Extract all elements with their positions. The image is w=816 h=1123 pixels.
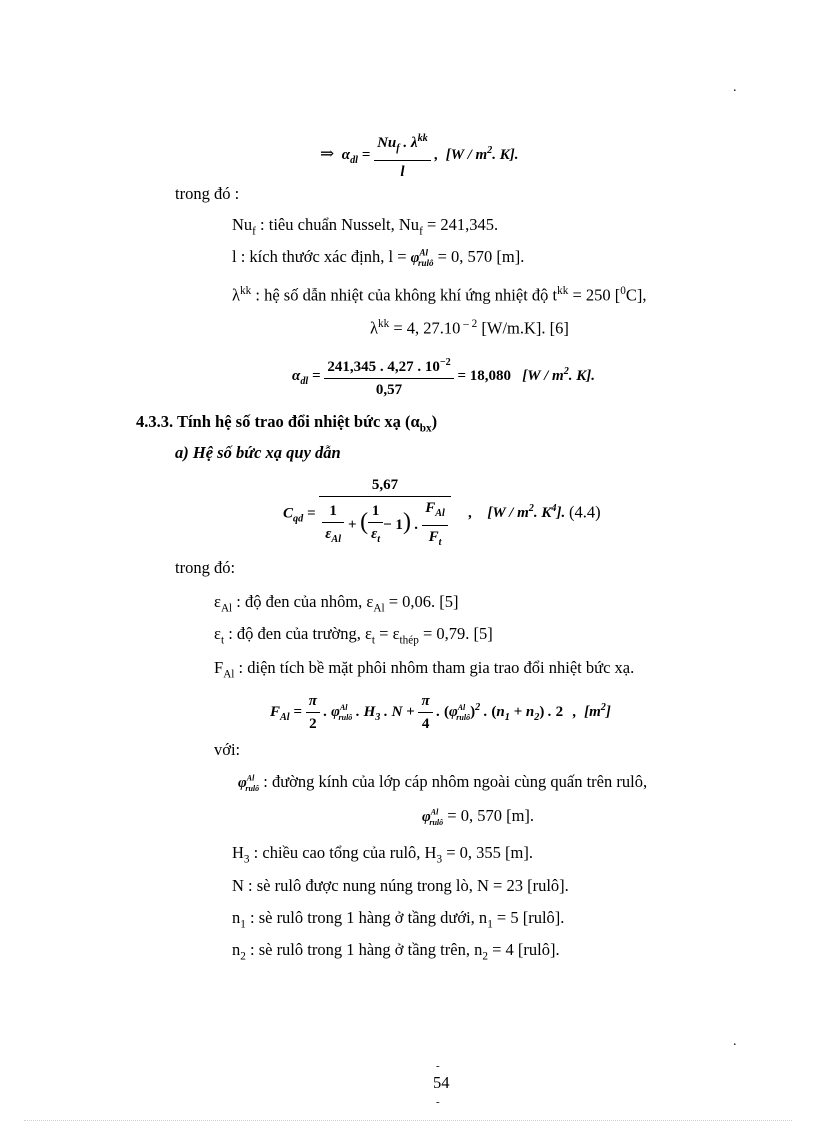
fraction-numerator: [374, 128, 431, 161]
unit: [$W / m^2$. K].: [445, 144, 519, 163]
nu-symbol: Nu: [377, 135, 397, 151]
section-heading: 4.3.3. Tính hệ số trao đổi nhiệt bức xạ $(\alpha_{bx})$: [136, 412, 438, 435]
comma: ,: [434, 146, 439, 163]
fraction-denominator: l: [400, 164, 405, 180]
alpha-subscript: dl: [350, 154, 358, 166]
fraction-numerator: 5,67: [319, 474, 451, 497]
definition-nusselt: $Nu_f$ : tiêu chuẩn Nusselt, $Nu_f = 241,345$.: [232, 215, 499, 238]
unit: $[m^2]$: [584, 701, 611, 720]
footer-dash-bottom: -: [436, 1096, 440, 1108]
equation-cqd: $C_{qd}$ = 5,67 $\frac{1}{\varepsilon_{Al}}$ + ( $\frac{1}{\varepsilon_t}$ − 1) . $\frac{F_{Al}}{F_t}$ , [$W / m^2$. $K^4$]. (4.4): [283, 474, 601, 554]
fraction: [374, 128, 431, 183]
subsection-heading: a) Hệ số bức xạ quy dẫn: [175, 443, 341, 462]
definition-eps-al: $\varepsilon_{Al}$ : độ đen của nhôm, $\varepsilon_{Al} = 0,06$. [5]: [214, 592, 459, 615]
definition-phi: $\varphi^{Al}_{rulô}$ : đường kính của lớp cáp nhôm ngoài cùng quấn trên rulô,: [238, 772, 648, 794]
lambda-value: $\lambda^{kk} = 4$, 27.10 $^{- 2}$ [W/m.K]. [6]: [370, 318, 569, 338]
paragraph-trong-do-2: trong đó:: [175, 558, 236, 577]
corner-mark-bottom: .: [733, 1034, 737, 1049]
unit: [$W / m^2$. $K^4$].: [487, 503, 566, 522]
definition-n: N : sè rulô được nung núng trong lò, N = 23 [rulô].: [232, 876, 569, 895]
page-bottom-rule: [24, 1120, 792, 1121]
fraction-numerator: 241,345 . 4,27 . $10^{-2}$: [324, 352, 453, 379]
phi-value: $\varphi^{Al}_{rulô} = 0$, 570 [m].: [422, 806, 535, 828]
paragraph-trong-do-1: trong đó :: [175, 184, 240, 203]
fraction: [319, 474, 451, 554]
result-value: = 18,080: [457, 367, 512, 384]
equation-alpha-dl: [320, 128, 519, 183]
lambda-symbol: λ: [410, 135, 418, 151]
dot-operator: .: [403, 135, 408, 151]
definition-lambda: $\lambda^{kk}$ : hệ số dẫn nhiệt của không khí ứng nhiệt độ $t^{kk} = 250$ [$^0$C],: [232, 285, 647, 305]
corner-mark-top: .: [733, 80, 737, 95]
fraction-denominator: 0,57: [375, 382, 403, 398]
alpha-symbol: α: [341, 146, 351, 163]
equation-number: (4.4): [568, 502, 601, 522]
definition-n1: $n_1$ : sè rulô trong 1 hàng ở tầng dưới, $n_1 = 5$ [rulô].: [232, 908, 565, 931]
page-number: 54: [433, 1073, 450, 1092]
equals-sign: =: [361, 146, 371, 163]
definition-h3: $H_3$ : chiều cao tổng của rulô, $H_3 = 0$, 355 [m].: [232, 843, 533, 866]
lambda-superscript: kk: [417, 133, 428, 144]
equation-f-al: $F_{Al}$ = $\frac{\pi}{2}$ . $\varphi^{Al}_{rulô}$ . $H_3$ . N + $\frac{\pi}{4}$ . $(\varphi^{Al}_{rulô})^2$ . $(n_1 + n_2)$ . 2 , $[m^2]$: [270, 690, 611, 735]
definition-n2: $n_2$ : sè rulô trong 1 hàng ở tầng trên, $n_2 = 4$ [rulô].: [232, 940, 560, 963]
unit: [$W / m^2$. K].: [522, 365, 596, 384]
fraction-denominator: $\frac{1}{\varepsilon_{Al}}$ + ( $\frac{1}{\varepsilon_t}$ − 1) . $\frac{F_{Al}}{F_t}$: [319, 497, 451, 554]
paragraph-voi: với:: [214, 740, 241, 759]
nu-subscript: f: [396, 143, 400, 154]
definition-f-al: $F_{Al}$ : diện tích bề mặt phôi nhôm tham gia trao đổi nhiệt bức xạ.: [214, 658, 635, 681]
definition-length: l : kích thước xác định, $l = \varphi^{Al}_{rulô} = 0$, 570 [m].: [232, 247, 525, 269]
fraction: [324, 352, 453, 401]
definition-eps-t: $\varepsilon_t$ : độ đen của trường, $\varepsilon_t = \varepsilon_{thép} = 0,79$. [5]: [214, 624, 493, 647]
phi-symbol: φ: [410, 250, 420, 266]
equation-alpha-dl-value: $\alpha_{dl}$ = $\frac{241,345 . 4,27 . 10^{-2}}{0,57}$ = 18,080 [$W / m^2$. K].: [292, 352, 595, 401]
implies-arrow: ⇒: [320, 143, 335, 163]
footer-dash-top: -: [436, 1060, 440, 1072]
